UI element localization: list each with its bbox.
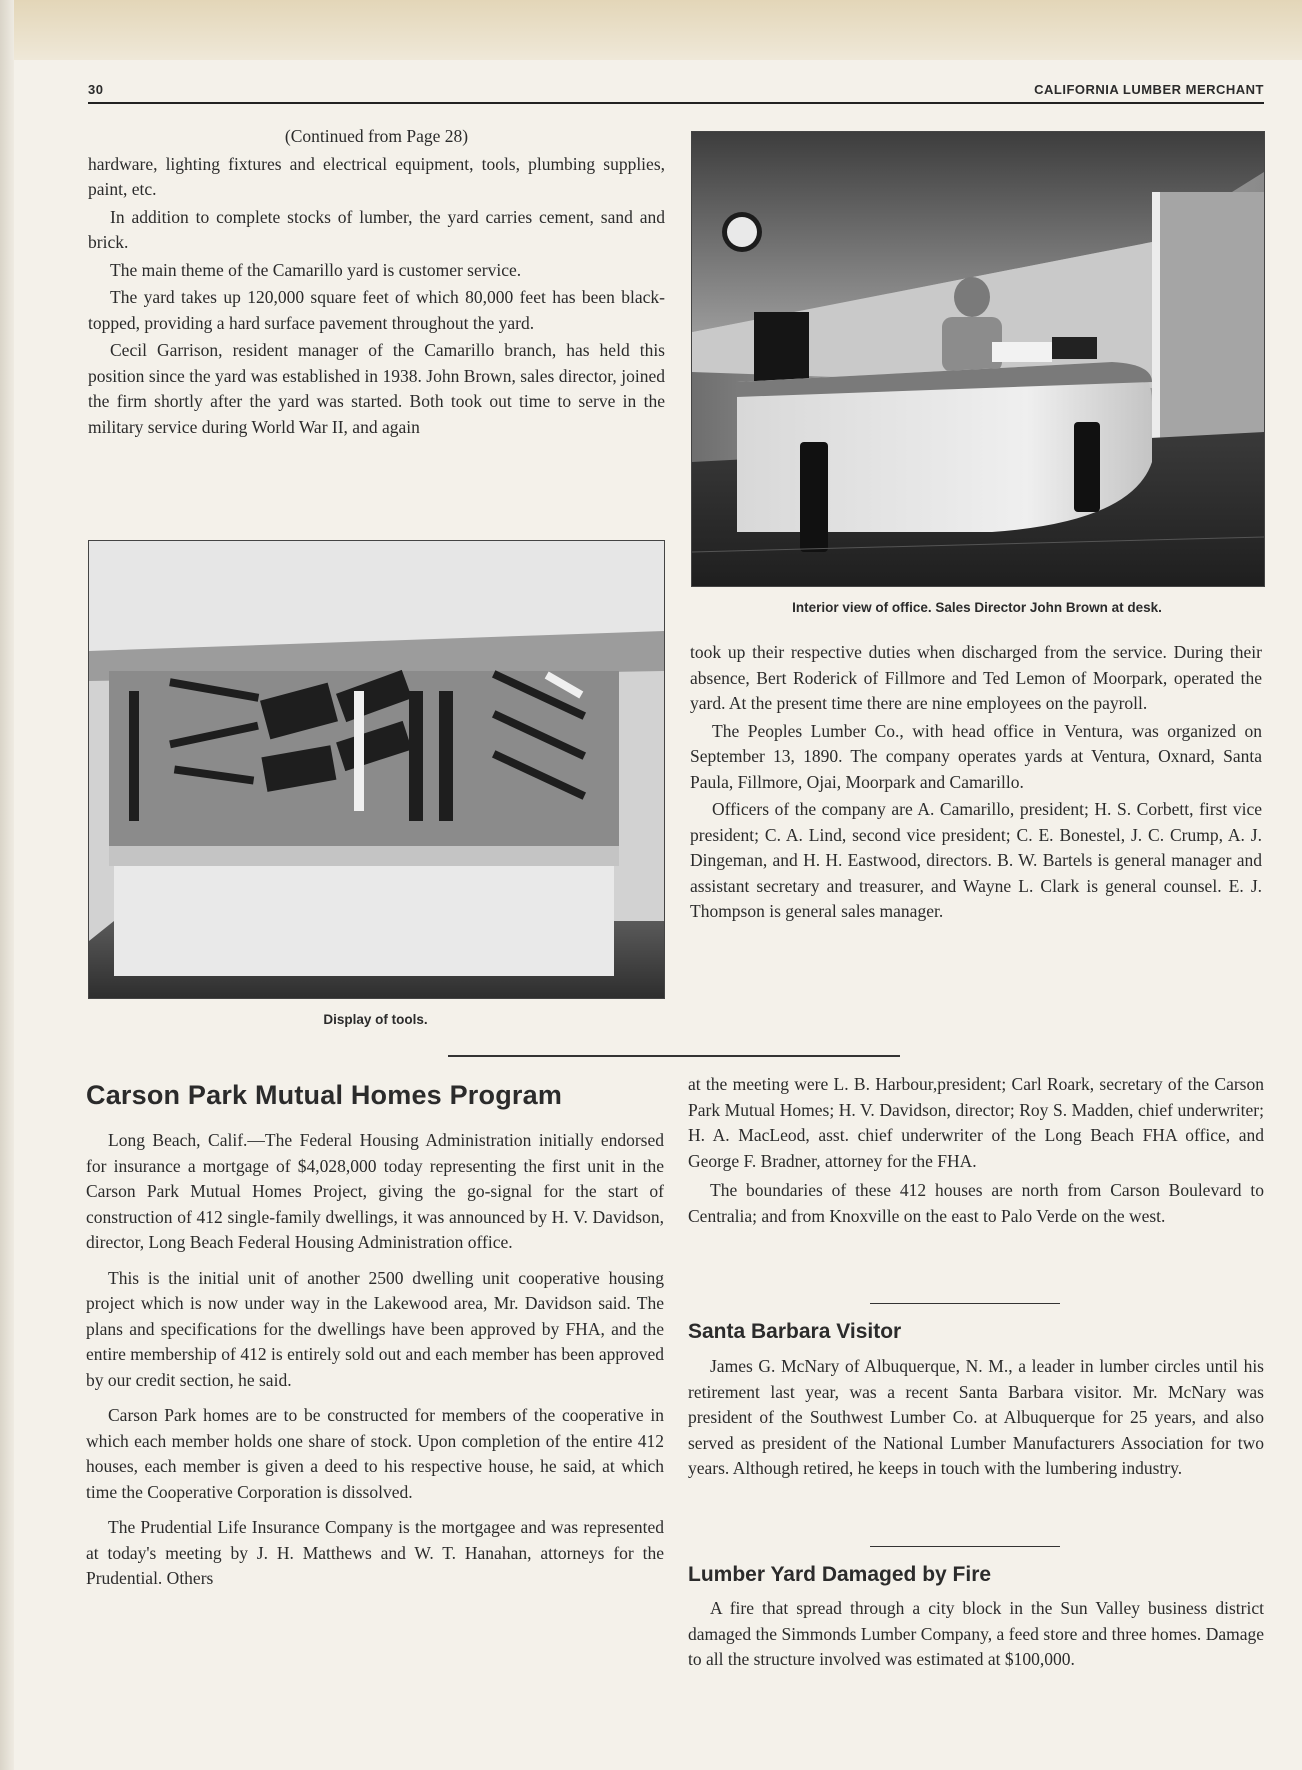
paragraph: The boundaries of these 412 houses are north from Carson Boulevard to Centralia; and from Knoxville on the east to Palo Verde on the west. <box>688 1180 1264 1226</box>
paragraph: The yard takes up 120,000 square feet of which 80,000 feet has been black-topped, providing a hard surface pavement throughout the yard. <box>88 287 665 333</box>
paragraph: took up their respective duties when discharged from the service. During their absence, Bert Roderick of Fillmore and Ted Lemon of Moorpark, operated the yard. At the present time there are nine employees on the payroll. <box>690 642 1262 713</box>
paragraph: hardware, lighting fixtures and electrical equipment, tools, plumbing supplies, paint, etc. <box>88 153 665 199</box>
short-divider <box>870 1546 1060 1547</box>
running-header <box>88 80 1264 104</box>
article-carson-col1 <box>86 1128 664 1602</box>
tools-photo-caption: Display of tools. <box>323 1012 428 1027</box>
office-interior-photo <box>691 131 1265 587</box>
section-divider <box>448 1055 900 1057</box>
short-divider <box>870 1303 1060 1304</box>
paragraph: The main theme of the Camarillo yard is customer service. <box>110 259 522 280</box>
page-left-edge <box>0 0 14 1770</box>
publication-title: CALIFORNIA LUMBER MERCHANT <box>1034 82 1264 97</box>
page-top-shadow <box>0 0 1302 60</box>
headline-santa-barbara: Santa Barbara Visitor <box>688 1320 902 1343</box>
paragraph: The Peoples Lumber Co., with head office in Ventura, was organized on September 13, 1890. The company operates yards at Ventura, Oxnard, Santa Paula, Fillmore, Ojai, Moorpark and Camarillo. <box>690 720 1262 792</box>
headline-lumber-fire: Lumber Yard Damaged by Fire <box>688 1563 992 1586</box>
office-photo-caption: Interior view of office. Sales Director John Brown at desk. <box>792 600 1162 615</box>
article-camarillo-col1 <box>88 124 665 442</box>
paragraph: In addition to complete stocks of lumber, the yard carries cement, sand and brick. <box>88 206 665 252</box>
paragraph: at the meeting were L. B. Harbour,president; Carl Roark, secretary of the Carson Park Mutual Homes; H. V. Davidson, director; Roy S. Madden, chief underwriter; H. A. MacLeod, asst. chief underwriter of the Long Beach FHA office, and George F. Bradner, attorney for the FHA. <box>688 1074 1264 1171</box>
paragraph: Long Beach, Calif.—The Federal Housing Administration initially endorsed for insurance a mortgage of $4,028,000 today representing the first unit in the Carson Park Mutual Homes Project, giving the go-signal for the start of construction of 412 single-family dwellings, it was announced by H. V. Davidson, director, Long Beach Federal Housing Administration office. <box>86 1130 664 1252</box>
continued-note: (Continued from Page 28) <box>284 126 469 146</box>
tools-display-photo <box>88 540 665 999</box>
paragraph: Officers of the company are A. Camarillo, president; H. S. Corbett, first vice president; C. A. Lind, second vice president; C. E. Bonestel, J. C. Crump, A. J. Dingeman, and H. H. Eastwood, directors. B. W. Bartels is general manager and assistant secretary and treasurer, and Wayne L. Clark is general counsel. E. J. Thompson is general sales manager. <box>690 799 1262 921</box>
headline-carson-park: Carson Park Mutual Homes Program <box>86 1080 563 1110</box>
paragraph: A fire that spread through a city block in the Sun Valley business district damaged the Simmonds Lumber Company, a feed store and three homes. Damage to all the structure involved was estimated at $100,000. <box>688 1598 1264 1669</box>
article-camarillo-col2 <box>690 640 1262 927</box>
paragraph: James G. McNary of Albuquerque, N. M., a leader in lumber circles until his retirement last year, was a recent Santa Barbara visitor. Mr. McNary was president of the Southwest Lumber Co. at Albuquerque for 25 years, and also served as president of the National Lumber Manufacturers Association for two years. Although retired, he keeps in touch with the lumbering industry. <box>688 1356 1264 1478</box>
article-carson-col2 <box>688 1072 1264 1231</box>
page-number: 30 <box>88 82 104 97</box>
article-santa-barbara <box>688 1354 1264 1484</box>
article-lumber-fire <box>688 1596 1264 1675</box>
paragraph: The Prudential Life Insurance Company is the mortgagee and was represented at today's meeting by J. H. Matthews and W. T. Hanahan, attorneys for the Prudential. Others <box>86 1517 664 1588</box>
paragraph: Cecil Garrison, resident manager of the Camarillo branch, has held this position since the yard was established in 1938. John Brown, sales director, joined the firm shortly after the yard was started. Both took out time to serve in the military service during World War II, and again <box>88 340 665 437</box>
paragraph: This is the initial unit of another 2500 dwelling unit cooperative housing project which is now under way in the Lakewood area, Mr. Davidson said. The plans and specifications for the dwellings have been approved by FHA, and the entire membership of 412 is entirely sold out and each member has been approved by our credit section, he said. <box>86 1267 664 1390</box>
paragraph: Carson Park homes are to be constructed for members of the cooperative in which each member holds one share of stock. Upon completion of the entire 412 houses, each member is given a deed to his respective house, he said, at which time the Cooperative Corporation is dissolved. <box>86 1405 664 1502</box>
